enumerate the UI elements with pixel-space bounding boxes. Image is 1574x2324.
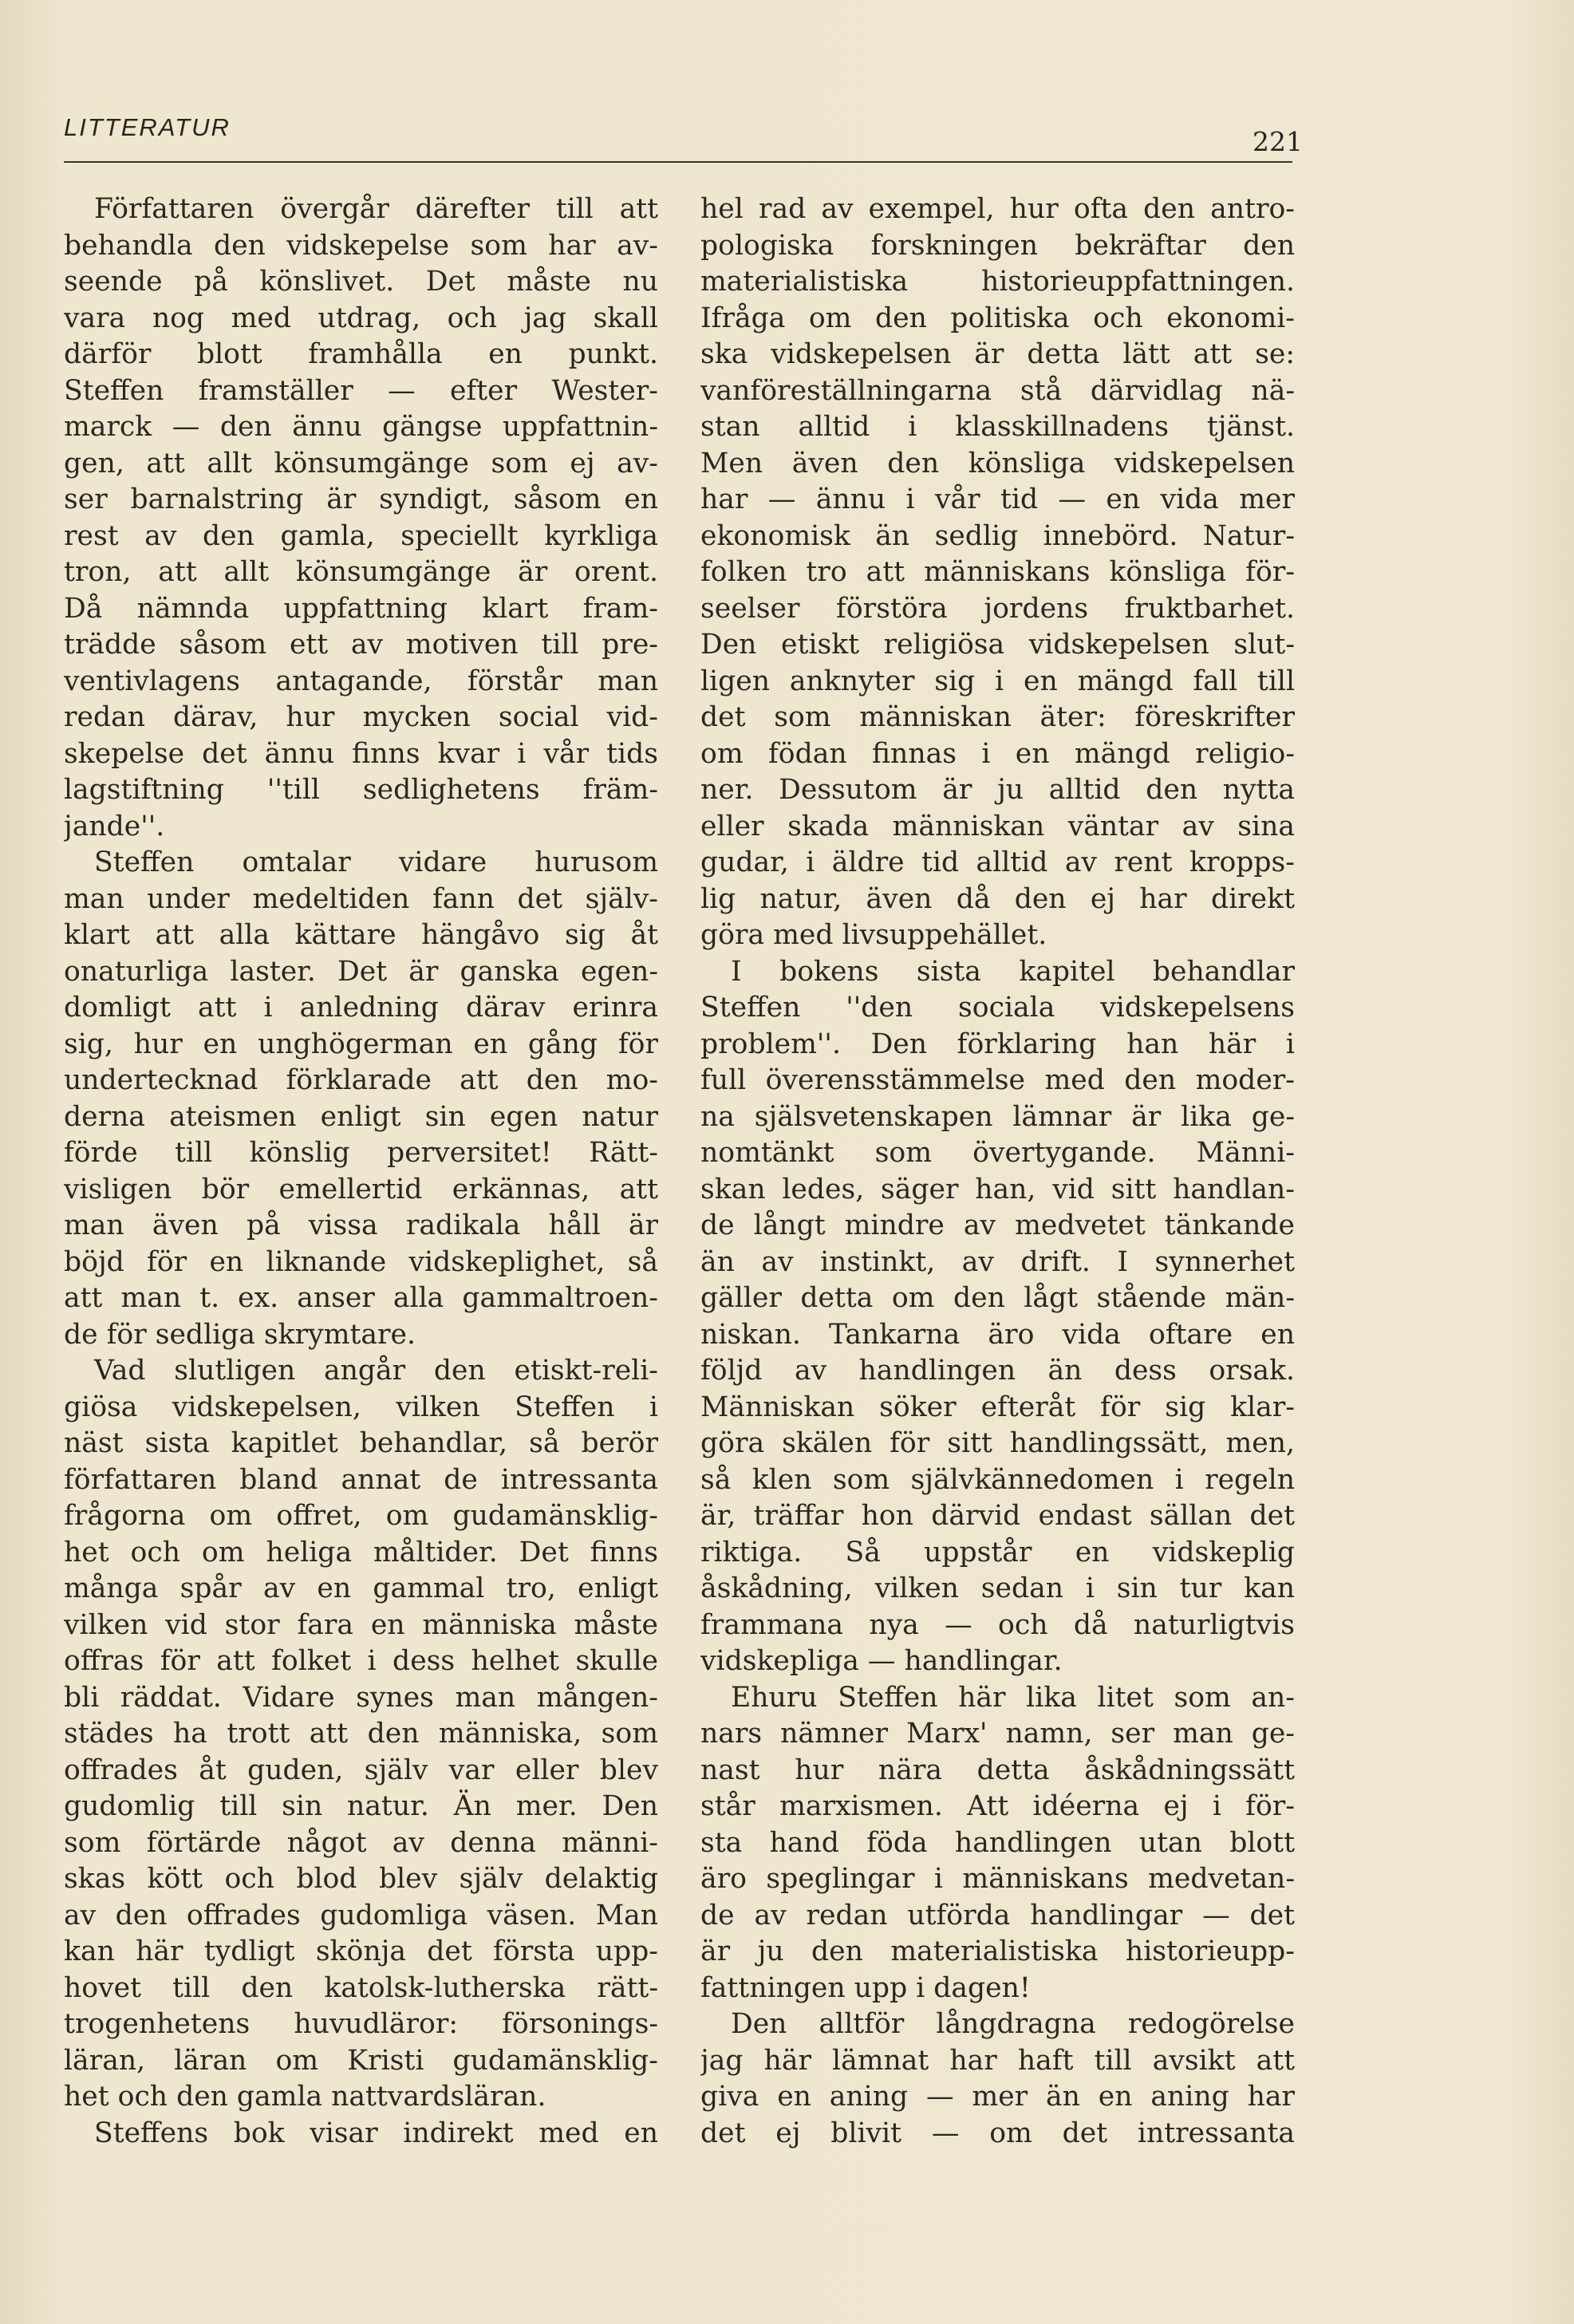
- text-line: redan därav, hur mycken social vid-: [64, 701, 658, 733]
- text-line: läran, läran om Kristi gudamänsklig-: [64, 2044, 658, 2077]
- text-line: full överensstämmelse med den moder-: [700, 1064, 1295, 1096]
- text-line: seende på könslivet. Det måste nu: [64, 266, 658, 298]
- text-line: behandla den vidskepelse som har av-: [64, 229, 658, 262]
- text-line: klart att alla kättare hängåvo sig åt: [64, 919, 658, 951]
- text-line: Steffen framställer — efter Wester-: [64, 374, 658, 407]
- text-line: niskan. Tankarna äro vida oftare en: [700, 1318, 1295, 1351]
- text-line: nars nämner Marx' namn, ser man ge-: [700, 1718, 1295, 1750]
- text-line: domligt att i anledning därav erinra: [64, 992, 658, 1024]
- text-line: det som människan äter: föreskrifter: [700, 701, 1295, 733]
- text-line: äro speglingar i människans medvetan-: [700, 1863, 1295, 1895]
- text-line: stan alltid i klasskillnadens tjänst.: [700, 411, 1295, 443]
- text-line: fattningen upp i dagen!: [700, 1971, 1031, 2004]
- text-line: giösa vidskepelsen, vilken Steffen i: [64, 1391, 658, 1423]
- text-line: frammana nya — och då naturligtvis: [700, 1608, 1295, 1641]
- text-line: om födan finnas i en mängd religio-: [700, 737, 1295, 770]
- text-line: skan ledes, säger han, vid sitt handlan-: [700, 1173, 1295, 1205]
- text-line: folken tro att människans könsliga för-: [700, 556, 1295, 588]
- text-line: ligen anknyter sig i en mängd fall till: [700, 665, 1295, 697]
- text-line: än av instinkt, av drift. I synnerhet: [700, 1245, 1295, 1278]
- text-line: trogenhetens huvudläror: försonings-: [64, 2008, 658, 2040]
- text-line: göra med livsuppehället.: [700, 919, 1047, 951]
- text-line: pologiska forskningen bekräftar den: [700, 229, 1295, 262]
- text-line: Steffen omtalar vidare hurusom: [94, 846, 658, 878]
- text-line: het och den gamla nattvardsläran.: [64, 2081, 546, 2113]
- text-line: Ehuru Steffen här lika litet som an-: [731, 1681, 1295, 1714]
- text-line: vanföreställningarna stå därvidlag nä-: [700, 374, 1295, 407]
- header-rule: [64, 161, 1292, 163]
- text-line: tron, att allt könsumgänge är orent.: [64, 556, 658, 588]
- page-number: 221: [1252, 126, 1303, 157]
- text-line: de av redan utförda handlingar — det: [700, 1899, 1295, 1931]
- text-line: materialistiska historieuppfattningen.: [700, 266, 1295, 298]
- right-text-column: [700, 191, 1295, 2152]
- text-line: står marxismen. Att idéerna ej i för-: [700, 1790, 1295, 1822]
- text-line: onaturliga laster. Det är ganska egen-: [64, 955, 658, 988]
- text-line: skepelse det ännu finns kvar i vår tids: [64, 737, 658, 770]
- text-line: därför blott framhålla en punkt.: [64, 338, 658, 370]
- text-line: eller skada människan väntar av sina: [700, 810, 1295, 842]
- text-line: riktiga. Så uppstår en vidskeplig: [700, 1536, 1295, 1568]
- text-line: visligen bör emellertid erkännas, att: [64, 1173, 658, 1205]
- text-line: Då nämnda uppfattning klart fram-: [64, 592, 658, 625]
- text-line: hel rad av exempel, hur ofta den antro-: [700, 193, 1295, 225]
- text-line: många spår av en gammal tro, enligt: [64, 1572, 658, 1604]
- text-line: het och om heliga måltider. Det finns: [64, 1536, 658, 1568]
- text-line: Människan söker efteråt för sig klar-: [700, 1391, 1295, 1423]
- text-line: offras för att folket i dess helhet skulle: [64, 1645, 658, 1677]
- text-line: bli räddat. Vidare synes man mången-: [64, 1681, 658, 1714]
- text-line: kan här tydligt skönja det första upp-: [64, 1935, 658, 1967]
- text-line: de för sedliga skrymtare.: [64, 1318, 416, 1351]
- text-line: Steffens bok visar indirekt med en: [94, 2117, 658, 2149]
- text-line: I bokens sista kapitel behandlar: [731, 955, 1295, 988]
- text-line: na själsvetenskapen lämnar är lika ge-: [700, 1100, 1295, 1133]
- text-line: man även på vissa radikala håll är: [64, 1209, 658, 1241]
- text-line: undertecknad förklarade att den mo-: [64, 1064, 658, 1096]
- text-line: städes ha trott att den människa, som: [64, 1718, 658, 1750]
- text-line: man under medeltiden fann det själv-: [64, 882, 658, 915]
- text-line: vidskepliga — handlingar.: [700, 1645, 1063, 1677]
- text-line: författaren bland annat de intressanta: [64, 1463, 658, 1496]
- text-line: marck — den ännu gängse uppfattnin-: [64, 411, 658, 443]
- text-line: Vad slutligen angår den etiskt-reli-: [94, 1355, 658, 1387]
- text-line: sta hand föda handlingen utan blott: [700, 1826, 1295, 1859]
- text-line: vara nog med utdrag, och jag skall: [64, 302, 658, 334]
- text-line: ser barnalstring är syndigt, såsom en: [64, 483, 658, 515]
- text-line: gudar, i äldre tid alltid av rent kropps-: [700, 846, 1295, 878]
- text-line: rest av den gamla, speciellt kyrkliga: [64, 519, 658, 552]
- text-line: ska vidskepelsen är detta lätt att se:: [700, 338, 1295, 370]
- text-line: Men även den könsliga vidskepelsen: [700, 447, 1295, 479]
- text-line: giva en aning — mer än en aning har: [700, 2081, 1295, 2113]
- text-line: jande''.: [64, 810, 165, 842]
- text-line: offrades åt guden, själv var eller blev: [64, 1754, 658, 1786]
- text-line: är ju den materialistiska historieupp-: [700, 1935, 1295, 1967]
- text-line: trädde såsom ett av motiven till pre-: [64, 629, 658, 661]
- text-line: skas kött och blod blev själv delaktig: [64, 1863, 658, 1895]
- text-line: lig natur, även då den ej har direkt: [700, 882, 1295, 915]
- text-line: ventivlagens antagande, förstår man: [64, 665, 658, 697]
- text-line: gen, att allt könsumgänge som ej av-: [64, 447, 658, 479]
- text-line: näst sista kapitlet behandlar, så berör: [64, 1427, 658, 1459]
- text-line: seelser förstöra jordens fruktbarhet.: [700, 592, 1295, 625]
- text-line: vilken vid stor fara en människa måste: [64, 1608, 658, 1641]
- text-line: Steffen ''den sociala vidskepelsens: [700, 992, 1295, 1024]
- text-line: åskådning, vilken sedan i sin tur kan: [700, 1572, 1295, 1604]
- text-line: nast hur nära detta åskådningssätt: [700, 1754, 1295, 1786]
- text-line: att man t. ex. anser alla gammaltroen-: [64, 1282, 658, 1314]
- text-line: ner. Dessutom är ju alltid den nytta: [700, 774, 1295, 806]
- running-head: LITTERATUR: [64, 113, 231, 141]
- text-line: ekonomisk än sedlig innebörd. Natur-: [700, 519, 1295, 552]
- text-line: hovet till den katolsk-lutherska rätt-: [64, 1971, 658, 2004]
- text-line: problem''. Den förklaring han här i: [700, 1028, 1295, 1060]
- text-line: har — ännu i vår tid — en vida mer: [700, 483, 1295, 515]
- text-line: som förtärde något av denna männi-: [64, 1826, 658, 1859]
- text-line: gudomlig till sin natur. Än mer. Den: [64, 1790, 658, 1822]
- text-line: böjd för en liknande vidskeplighet, så: [64, 1245, 658, 1278]
- text-line: de långt mindre av medvetet tänkande: [700, 1209, 1295, 1241]
- text-line: det ej blivit — om det intressanta: [700, 2117, 1295, 2149]
- text-line: sig, hur en unghögerman en gång för: [64, 1028, 658, 1060]
- text-line: lagstiftning ''till sedlighetens främ-: [64, 774, 658, 806]
- text-line: så klen som självkännedomen i regeln: [700, 1463, 1295, 1496]
- text-line: Ifråga om den politiska och ekonomi-: [700, 302, 1295, 334]
- text-line: Den etiskt religiösa vidskepelsen slut-: [700, 629, 1295, 661]
- text-line: frågorna om offret, om gudamänsklig-: [64, 1500, 658, 1532]
- text-line: jag här lämnat har haft till avsikt att: [700, 2044, 1295, 2077]
- text-line: Den alltför långdragna redogörelse: [731, 2008, 1295, 2040]
- text-line: Författaren övergår därefter till att: [94, 193, 658, 225]
- text-line: förde till könslig perversitet! Rätt-: [64, 1137, 658, 1169]
- text-line: är, träffar hon därvid endast sällan det: [700, 1500, 1295, 1532]
- text-line: följd av handlingen än dess orsak.: [700, 1355, 1295, 1387]
- text-line: gäller detta om den lågt stående män-: [700, 1282, 1295, 1314]
- text-line: av den offrades gudomliga väsen. Man: [64, 1899, 658, 1931]
- left-text-column: [64, 191, 658, 2152]
- text-line: nomtänkt som övertygande. Männi-: [700, 1137, 1295, 1169]
- text-line: derna ateismen enligt sin egen natur: [64, 1100, 658, 1133]
- text-line: göra skälen för sitt handlingssätt, men,: [700, 1427, 1295, 1459]
